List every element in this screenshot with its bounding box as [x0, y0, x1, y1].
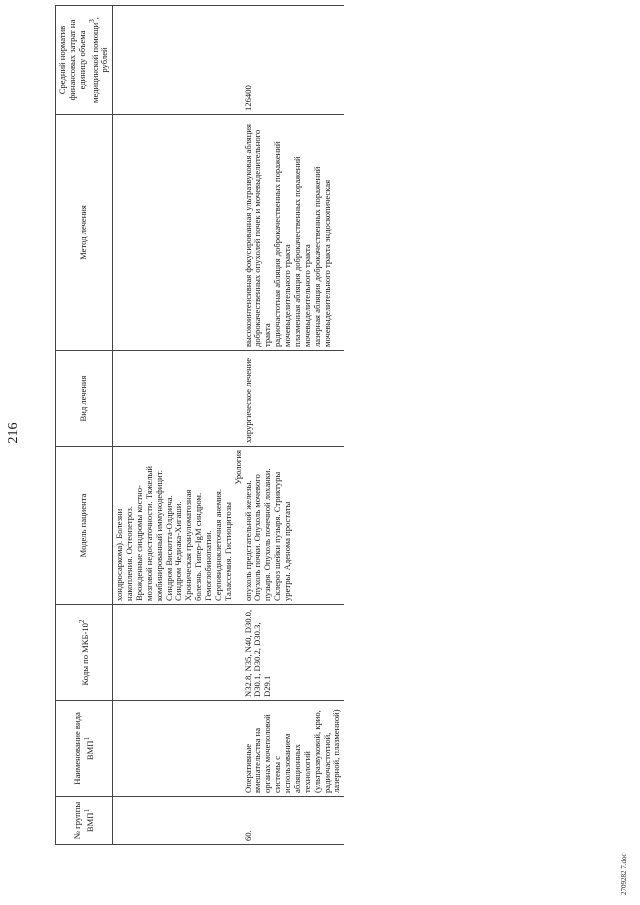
table-row	[244, 6, 345, 845]
method-item: плазменная абляция доброкачественных поражений мочевыделительного тракта	[291, 156, 312, 347]
cell-group-no: 60.	[244, 797, 345, 845]
header-treatment-type: Вид лечения	[56, 351, 113, 447]
section-title: Урология	[232, 450, 243, 485]
header-model: Модель пациента	[56, 447, 113, 605]
continuation-model: хондросаркома). Болезни накопления. Остеопетроз. Врожденные синдромы костно- мозговой недостаточности. Тяжелый комбинированный иммунодефицит. Синдром Вискотта-Олдрича. Синдром Чедиака-Хигаши. Хроническая грануломатозная болезнь. Гипер-IgM синдром. Гемоглобинопатии. Серповидноклеточная анемия. Талассемия. Гистиоцитозы Урология	[113, 447, 244, 605]
method-item: высокоинтенсивная фокусированная ультразвуковая абляция доброкачественных опухолей почек и мочевыделительного тракта	[242, 124, 273, 347]
cell-treatment-type: хирургическое лечение	[244, 351, 345, 447]
cell-model: опухоль предстательной железы. Опухоль почки. Опухоль мочевого пузыря. Опухоль почечной лоханки. Склероз шейки пузыря. Стриктуры уретры. Аденома простаты	[244, 447, 345, 605]
cell-name: Оперативные вмешательства на органах мочеполовой системы с использованием абляционных технологий (ультразвуковой, крио, радиочастотной, лазерной, плазменной)	[244, 701, 345, 797]
cell-codes: N32.8, N35, N40, D30.0, D30.1, D30.2, D30.3, D29.1	[244, 605, 345, 701]
header-name: Наименование вида ВМП$^1$	[56, 701, 113, 797]
method-item: радиочастотная абляция доброкачественных поражений мочевыделительного тракта	[272, 141, 293, 347]
vmp-table	[55, 5, 344, 845]
page-number: 216	[6, 422, 21, 444]
header-cost: Средний норматив финансовых затрат на единицу объема медицинской помощи$^3$, рублей	[56, 6, 113, 115]
header-method: Метод лечения	[56, 115, 113, 351]
cell-cost: 126400	[244, 6, 345, 115]
continuation-row	[113, 6, 244, 845]
header-codes: Коды по МКБ-$10^2$	[56, 605, 113, 701]
cell-methods	[244, 115, 345, 351]
header-group-no: № группы ВМП$^1$	[56, 797, 113, 845]
footer-filename: 2709282 7.doc	[620, 853, 628, 895]
method-item: лазерная абляция доброкачественных поражений мочевыделительного тракта эндоскопическая	[311, 166, 332, 347]
header-row	[56, 6, 113, 845]
